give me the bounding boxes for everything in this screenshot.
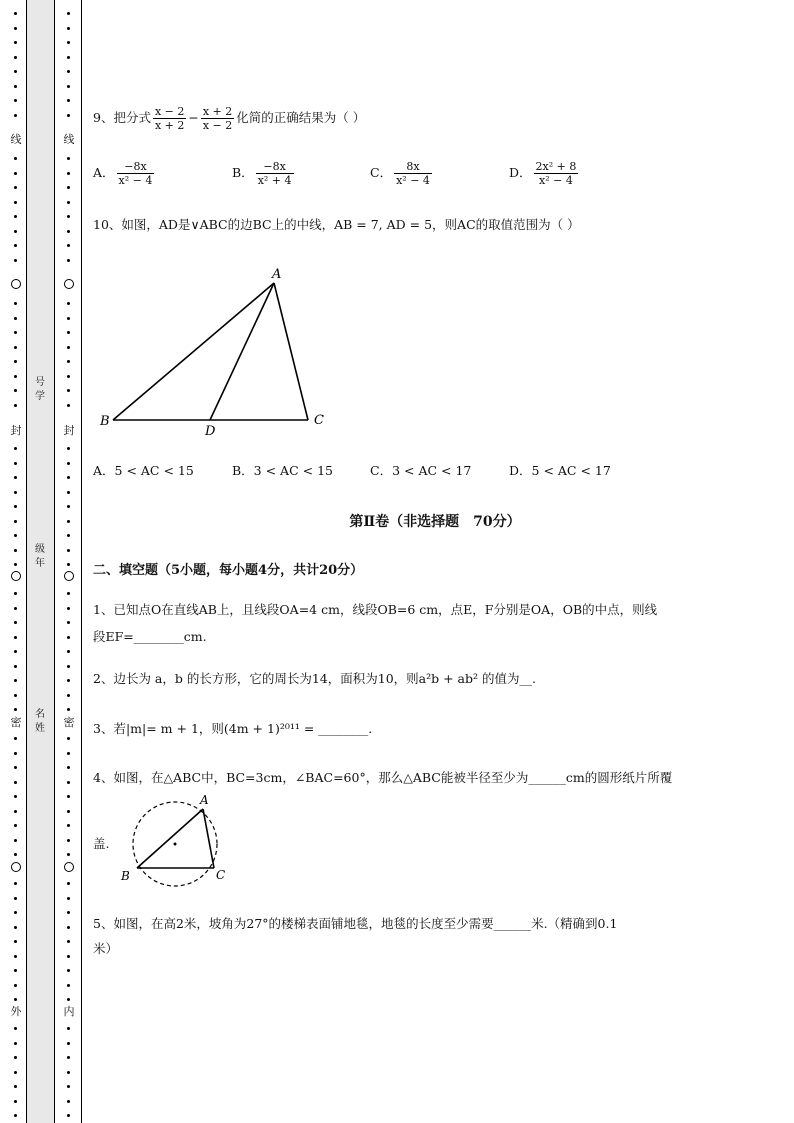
gutter-dot [67, 70, 70, 73]
label-a: A [200, 793, 209, 807]
gutter-dot [14, 1085, 17, 1088]
gutter-dot [14, 882, 17, 885]
fill-q5-line2: 米） [93, 941, 119, 956]
inner-dot-column [64, 0, 74, 1123]
gutter-dot [67, 1056, 70, 1059]
gutter-dot [67, 592, 70, 595]
gutter-dot [14, 389, 17, 392]
gutter-dot [14, 462, 17, 465]
gutter-dot [14, 926, 17, 929]
gutter-dot [67, 375, 70, 378]
gutter-dot [67, 476, 70, 479]
field-grade: 级年 [35, 544, 45, 569]
gutter-dot [67, 549, 70, 552]
gutter-dot [67, 636, 70, 639]
gutter-dot [14, 694, 17, 697]
outer-circle-mark [11, 862, 21, 872]
gutter-dot [67, 853, 70, 856]
inner-circle-mark [64, 571, 74, 581]
outer-circle-mark [11, 571, 21, 581]
gutter-dot [14, 317, 17, 320]
gutter-dot [14, 360, 17, 363]
gutter-dot [14, 476, 17, 479]
inner-mark-nei: 内 [63, 1005, 75, 1018]
gutter-dot [67, 795, 70, 798]
gutter-dot [14, 636, 17, 639]
gutter-dot [14, 70, 17, 73]
fill-q2: 2、边长为 a，b 的长方形，它的周长为14，面积为10，则a²b + ab² 的值为__. [93, 671, 536, 686]
gutter-dot [67, 984, 70, 987]
gutter-dot [14, 85, 17, 88]
gutter-dot [67, 897, 70, 900]
question-9 [93, 105, 365, 132]
fill-q3: 3、若|m|= m + 1，则(4m + 1)²⁰¹¹ = ________. [93, 721, 373, 736]
q10-option-b[interactable]: B．3 < AC < 15 [232, 463, 333, 478]
gutter-dot [14, 708, 17, 711]
field-name: 名姓 [35, 709, 45, 734]
gutter-dot [67, 607, 70, 610]
fill-q5-line1: 5、如图，在高2米，坡角为27°的楼梯表面铺地毯，地毯的长度至少需要______米.（精确到0.1 [93, 916, 618, 931]
q9-fraction-2: $\frac{x + 2}{x - 2}$ [202, 105, 233, 132]
gutter-dot [67, 1100, 70, 1103]
gutter-dot [14, 230, 17, 233]
gutter-dot [14, 346, 17, 349]
q4-circle-figure [118, 792, 230, 892]
gutter-dot [14, 99, 17, 102]
gutter-dot [14, 157, 17, 160]
gutter-dot [14, 41, 17, 44]
gutter-dot [67, 650, 70, 653]
segment-ac [274, 283, 308, 420]
inner-mark-feng: 封 [63, 424, 75, 437]
gutter-dot [67, 56, 70, 59]
gutter-dot [14, 984, 17, 987]
gutter-dot [67, 491, 70, 494]
gutter-dot [14, 795, 17, 798]
gutter-dot [67, 766, 70, 769]
gutter-dot [14, 679, 17, 682]
gutter-dot [67, 331, 70, 334]
segment-ac [203, 809, 214, 868]
gutter-dot [14, 331, 17, 334]
gutter-dot [14, 621, 17, 624]
outer-mark-mi: 密 [10, 716, 22, 729]
gutter-dot [67, 215, 70, 218]
gutter-dot [67, 781, 70, 784]
q9-fraction-1: $\frac{x - 2}{x + 2}$ [154, 105, 185, 132]
fill-q1-line2: 段EF=________cm. [93, 629, 207, 644]
segment-ba [137, 809, 203, 868]
center-point [174, 843, 177, 846]
q9-option-b[interactable]: B． $\frac{-8x}{\text{x² + 4}}$ [232, 160, 292, 187]
q10-option-c[interactable]: C．3 < AC < 17 [370, 463, 472, 478]
gutter-dot [67, 505, 70, 508]
gutter-dot [67, 1071, 70, 1074]
gutter-dot [14, 998, 17, 1001]
gutter-dot [14, 1100, 17, 1103]
inner-mark-mi: 密 [63, 716, 75, 729]
gutter-dot [14, 302, 17, 305]
gutter-dot [67, 679, 70, 682]
outer-circle-mark [11, 279, 21, 289]
gutter-dot [67, 447, 70, 450]
gutter-dot [67, 1027, 70, 1030]
gutter-dot [14, 186, 17, 189]
gutter-dot [67, 99, 70, 102]
outer-mark-wai: 外 [10, 1005, 22, 1018]
gutter-dot [67, 810, 70, 813]
gutter-dot [14, 940, 17, 943]
outer-dot-column [11, 0, 21, 1123]
gutter-dot [67, 926, 70, 929]
gutter-line-left [26, 0, 27, 1123]
gutter-dot [67, 998, 70, 1001]
section-2-title: 第Ⅱ卷（非选择题 70分） [349, 514, 521, 530]
gutter-dot [14, 259, 17, 262]
gutter-dot [14, 1027, 17, 1030]
gutter-dot [67, 186, 70, 189]
q10-option-a[interactable]: A．5 < AC < 15 [93, 463, 194, 478]
gutter-dot [67, 1042, 70, 1045]
gutter-dot [14, 1056, 17, 1059]
label-b: B [121, 869, 130, 883]
gutter-dot [14, 56, 17, 59]
q9-option-c[interactable]: C． $\frac{8x}{\text{x² − 4}}$ [370, 160, 430, 187]
inner-mark-xian: 线 [63, 133, 75, 146]
gutter-dot [14, 781, 17, 784]
gutter-dot [67, 201, 70, 204]
gutter-dot [67, 737, 70, 740]
q9-minus: − [188, 110, 199, 125]
gutter-dot [14, 215, 17, 218]
fill-q1-line1: 1、已知点O在直线AB上，且线段OA=4 cm，线段OB=6 cm，点E，F分别是OA，OB的中点，则线 [93, 602, 658, 617]
gutter-dot [67, 665, 70, 668]
gutter-dot [14, 201, 17, 204]
outer-mark-feng: 封 [10, 424, 22, 437]
gutter-dot [67, 462, 70, 465]
gutter-dot [14, 897, 17, 900]
gutter-dot [14, 810, 17, 813]
gutter-dot [14, 534, 17, 537]
gutter-dot [14, 114, 17, 117]
q9-option-d[interactable]: D． $\frac{\text{2x² + 8}}{\text{x² − 4}}$ [509, 160, 577, 187]
gutter-dot [67, 389, 70, 392]
gutter-dot [14, 853, 17, 856]
fill-q4-line2: 盖. [93, 836, 110, 851]
segment-ad [210, 283, 274, 420]
label-c: C [216, 868, 226, 882]
q10-option-d[interactable]: D．5 < AC < 17 [509, 463, 611, 478]
gutter-dot [67, 621, 70, 624]
label-a: A [272, 267, 282, 282]
q10-triangle-figure [95, 262, 340, 442]
fill-q4-line1: 4、如图，在△ABC中，BC=3cm，∠BAC=60°，那么△ABC能被半径至少为______cm的圆形纸片所覆 [93, 770, 673, 785]
gutter-dot [67, 41, 70, 44]
segment-ab [113, 283, 274, 420]
outer-mark-xian: 线 [10, 133, 22, 146]
field-student-number: 号学 [35, 377, 45, 402]
gutter-dot [67, 244, 70, 247]
gutter-dot [14, 447, 17, 450]
gutter-dot [14, 839, 17, 842]
gutter-dot [67, 12, 70, 15]
gutter-dot [14, 549, 17, 552]
gutter-dot [67, 404, 70, 407]
gutter-dot [67, 1114, 70, 1117]
question-10: 10、如图，AD是∨ABC的边BC上的中线，AB = 7, AD = 5，则AC的取值范围为（ ） [93, 217, 580, 232]
gutter-dot [67, 955, 70, 958]
label-c: C [314, 413, 324, 428]
gutter-dot [14, 27, 17, 30]
gutter-dot [67, 346, 70, 349]
gutter-dot [14, 12, 17, 15]
gutter-dot [67, 969, 70, 972]
gutter-dot [14, 505, 17, 508]
gutter-dot [14, 969, 17, 972]
gutter-dot [67, 694, 70, 697]
gutter-dot [14, 766, 17, 769]
gutter-dot [67, 259, 70, 262]
gutter-dot [67, 1085, 70, 1088]
gutter-dot [67, 85, 70, 88]
gutter-dot [14, 491, 17, 494]
gutter-dot [67, 708, 70, 711]
gutter-line-right [54, 0, 55, 1123]
gutter-dot [14, 520, 17, 523]
gutter-dot [67, 752, 70, 755]
gutter-dot [67, 114, 70, 117]
gutter-dot [67, 911, 70, 914]
gutter-dot [67, 157, 70, 160]
gutter-dot [67, 940, 70, 943]
gutter-dot [14, 244, 17, 247]
gutter-dot [14, 172, 17, 175]
gutter-dot [14, 824, 17, 827]
label-b: B [100, 414, 110, 429]
gutter-line-page [81, 0, 82, 1123]
gutter-dot [67, 839, 70, 842]
gutter-dot [14, 404, 17, 407]
gutter-dot [67, 882, 70, 885]
gutter-dot [14, 737, 17, 740]
gutter-dot [14, 1042, 17, 1045]
inner-circle-mark [64, 862, 74, 872]
gutter-dot [67, 302, 70, 305]
gutter-dot [67, 230, 70, 233]
q9-prefix: 9、把分式 [93, 110, 151, 125]
gutter-dot [67, 824, 70, 827]
gutter-dot [14, 752, 17, 755]
gutter-dot [14, 592, 17, 595]
gutter-dot [14, 607, 17, 610]
gutter-dot [67, 27, 70, 30]
gutter-dot [14, 911, 17, 914]
gutter-dot [14, 1071, 17, 1074]
gutter-dot [67, 172, 70, 175]
label-d: D [205, 424, 216, 439]
gutter-dot [14, 650, 17, 653]
fill-in-heading: 二、填空题（5小题，每小题4分，共计20分） [93, 563, 364, 578]
gutter-dot [14, 1114, 17, 1117]
gutter-dot [14, 375, 17, 378]
q9-option-a[interactable]: A． $\frac{-8x}{\text{x² − 4}}$ [93, 160, 153, 187]
gutter-dot [67, 360, 70, 363]
gutter-dot [14, 563, 17, 566]
gutter-dot [67, 534, 70, 537]
gutter-dot [67, 317, 70, 320]
binding-margin [0, 0, 84, 1123]
gutter-dot [14, 665, 17, 668]
gutter-dot [67, 563, 70, 566]
inner-circle-mark [64, 279, 74, 289]
gutter-dot [14, 955, 17, 958]
q9-suffix: 化简的正确结果为（ ） [236, 110, 366, 125]
